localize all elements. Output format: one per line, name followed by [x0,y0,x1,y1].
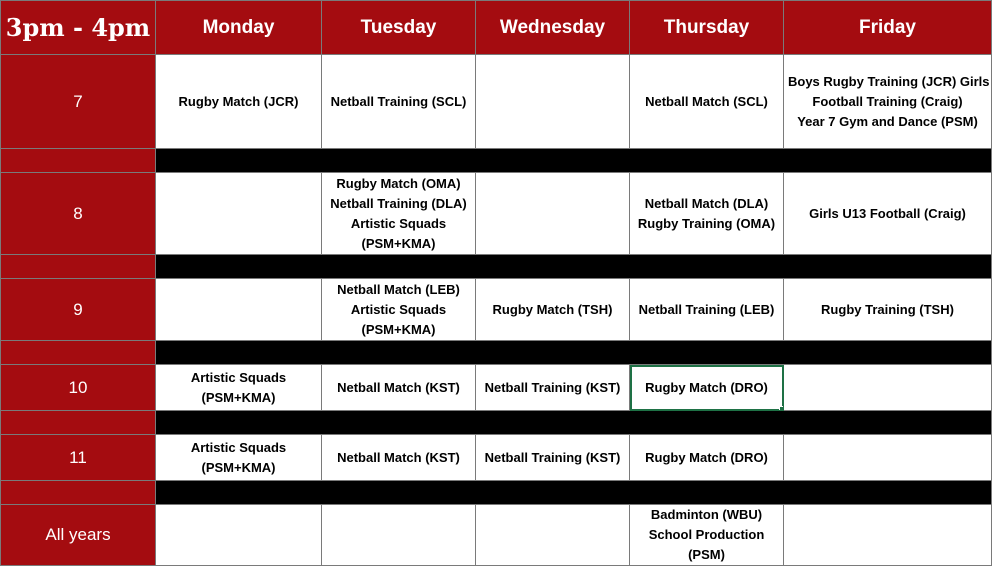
separator-bar [156,149,992,173]
day-header-thursday[interactable]: Thursday [630,1,784,55]
year-row [1,55,992,149]
activity-cell-monday[interactable] [156,505,322,566]
activity-line: Football Training (Craig) [812,93,963,109]
separator-row [1,255,992,279]
activity-line: Netball Match (KST) [337,379,460,395]
day-header-wednesday[interactable]: Wednesday [476,1,630,55]
separator-left-cell [1,481,156,505]
activity-cell-wednesday[interactable] [476,435,630,481]
activity-cell-thursday[interactable] [630,279,784,341]
activity-cell-friday[interactable] [784,279,992,341]
activity-line: Rugby Match (OMA) [336,175,461,191]
separator-bar [156,255,992,279]
activity-cell-wednesday[interactable] [476,505,630,566]
activity-line: Rugby Training (TSH) [821,301,954,317]
activity-line: Rugby Match (DRO) [645,449,768,465]
activity-cell-friday[interactable] [784,55,992,149]
year-row [1,435,992,481]
activity-line: Rugby Match (JCR) [178,93,299,109]
activity-line: Netball Training (KST) [484,379,621,395]
activity-cell-tuesday[interactable] [322,55,476,149]
activity-cell-wednesday[interactable] [476,173,630,255]
activity-line: Netball Training (KST) [484,449,621,465]
year-row [1,279,992,341]
activity-line: Year 7 Gym and Dance (PSM) [797,113,978,129]
separator-left-cell [1,255,156,279]
activity-line: Netball Match (KST) [337,449,460,465]
activity-cell-thursday[interactable] [630,55,784,149]
activity-line: Rugby Match (DRO) [645,379,768,395]
activity-line: (PSM+KMA) [361,321,436,337]
activity-cell-wednesday[interactable] [476,55,630,149]
activity-cell-tuesday[interactable] [322,365,476,411]
separator-row [1,341,992,365]
activity-line: Rugby Training (OMA) [637,215,776,231]
year-label[interactable]: 9 [1,279,156,341]
activity-line: Netball Training (DLA) [330,195,467,211]
activity-line: Artistic Squads [350,215,447,231]
separator-row [1,481,992,505]
activity-line: Netball Match (DLA) [644,195,769,211]
activity-cell-thursday[interactable] [630,435,784,481]
year-label[interactable]: All years [1,505,156,566]
activity-cell-tuesday[interactable] [322,173,476,255]
activity-line: Artistic Squads [190,439,287,455]
header-row [1,1,992,55]
year-label[interactable]: 8 [1,173,156,255]
activity-line: (PSM+KMA) [201,389,276,405]
activity-line: Netball Match (SCL) [645,93,768,109]
activity-line: (PSM) [688,547,725,562]
activity-line: Netball Training (SCL) [330,93,467,109]
activity-cell-monday[interactable] [156,435,322,481]
activity-line: Artistic Squads [190,369,287,385]
timetable-body [1,55,992,566]
day-header-friday[interactable]: Friday [784,1,992,55]
activity-line: (PSM+KMA) [201,459,276,475]
year-row [1,173,992,255]
activity-line: Rugby Match (TSH) [492,301,613,317]
activity-cell-tuesday[interactable] [322,279,476,341]
activity-cell-friday[interactable] [784,435,992,481]
year-label[interactable]: 11 [1,435,156,481]
activity-cell-wednesday[interactable] [476,365,630,411]
separator-left-cell [1,149,156,173]
activity-line: (PSM+KMA) [361,235,436,251]
separator-bar [156,411,992,435]
activity-cell-monday[interactable] [156,365,322,411]
separator-row [1,411,992,435]
activity-cell-thursday[interactable] [630,173,784,255]
year-label[interactable]: 7 [1,55,156,149]
separator-bar [156,341,992,365]
separator-row [1,149,992,173]
activity-cell-monday[interactable] [156,55,322,149]
year-label[interactable]: 10 [1,365,156,411]
activity-cell-wednesday[interactable] [476,279,630,341]
activity-cell-friday[interactable] [784,505,992,566]
activity-cell-tuesday[interactable] [322,505,476,566]
activity-cell-monday[interactable] [156,173,322,255]
separator-left-cell [1,411,156,435]
activity-line: School Production [648,527,765,542]
fill-handle[interactable] [779,406,784,411]
separator-left-cell [1,341,156,365]
activity-cell-monday[interactable] [156,279,322,341]
day-header-tuesday[interactable]: Tuesday [322,1,476,55]
separator-bar [156,481,992,505]
time-slot-header[interactable]: 3pm - 4pm [1,1,156,55]
activity-cell-tuesday[interactable] [322,435,476,481]
activity-line: Girls U13 Football (Craig) [809,205,966,221]
activity-cell-thursday[interactable] [630,505,784,566]
activity-cell-friday[interactable] [784,173,992,255]
activity-line: Boys Rugby Training (JCR) Girls [788,73,990,89]
day-header-monday[interactable]: Monday [156,1,322,55]
year-row [1,505,992,566]
year-row [1,365,992,411]
activity-cell-friday[interactable] [784,365,992,411]
activity-cell-thursday-selected[interactable] [630,365,784,411]
activity-line: Netball Match (LEB) [337,281,460,297]
activity-line: Artistic Squads [350,301,447,317]
activity-line: Netball Training (LEB) [638,301,775,317]
activity-line: Badminton (WBU) [650,507,763,522]
